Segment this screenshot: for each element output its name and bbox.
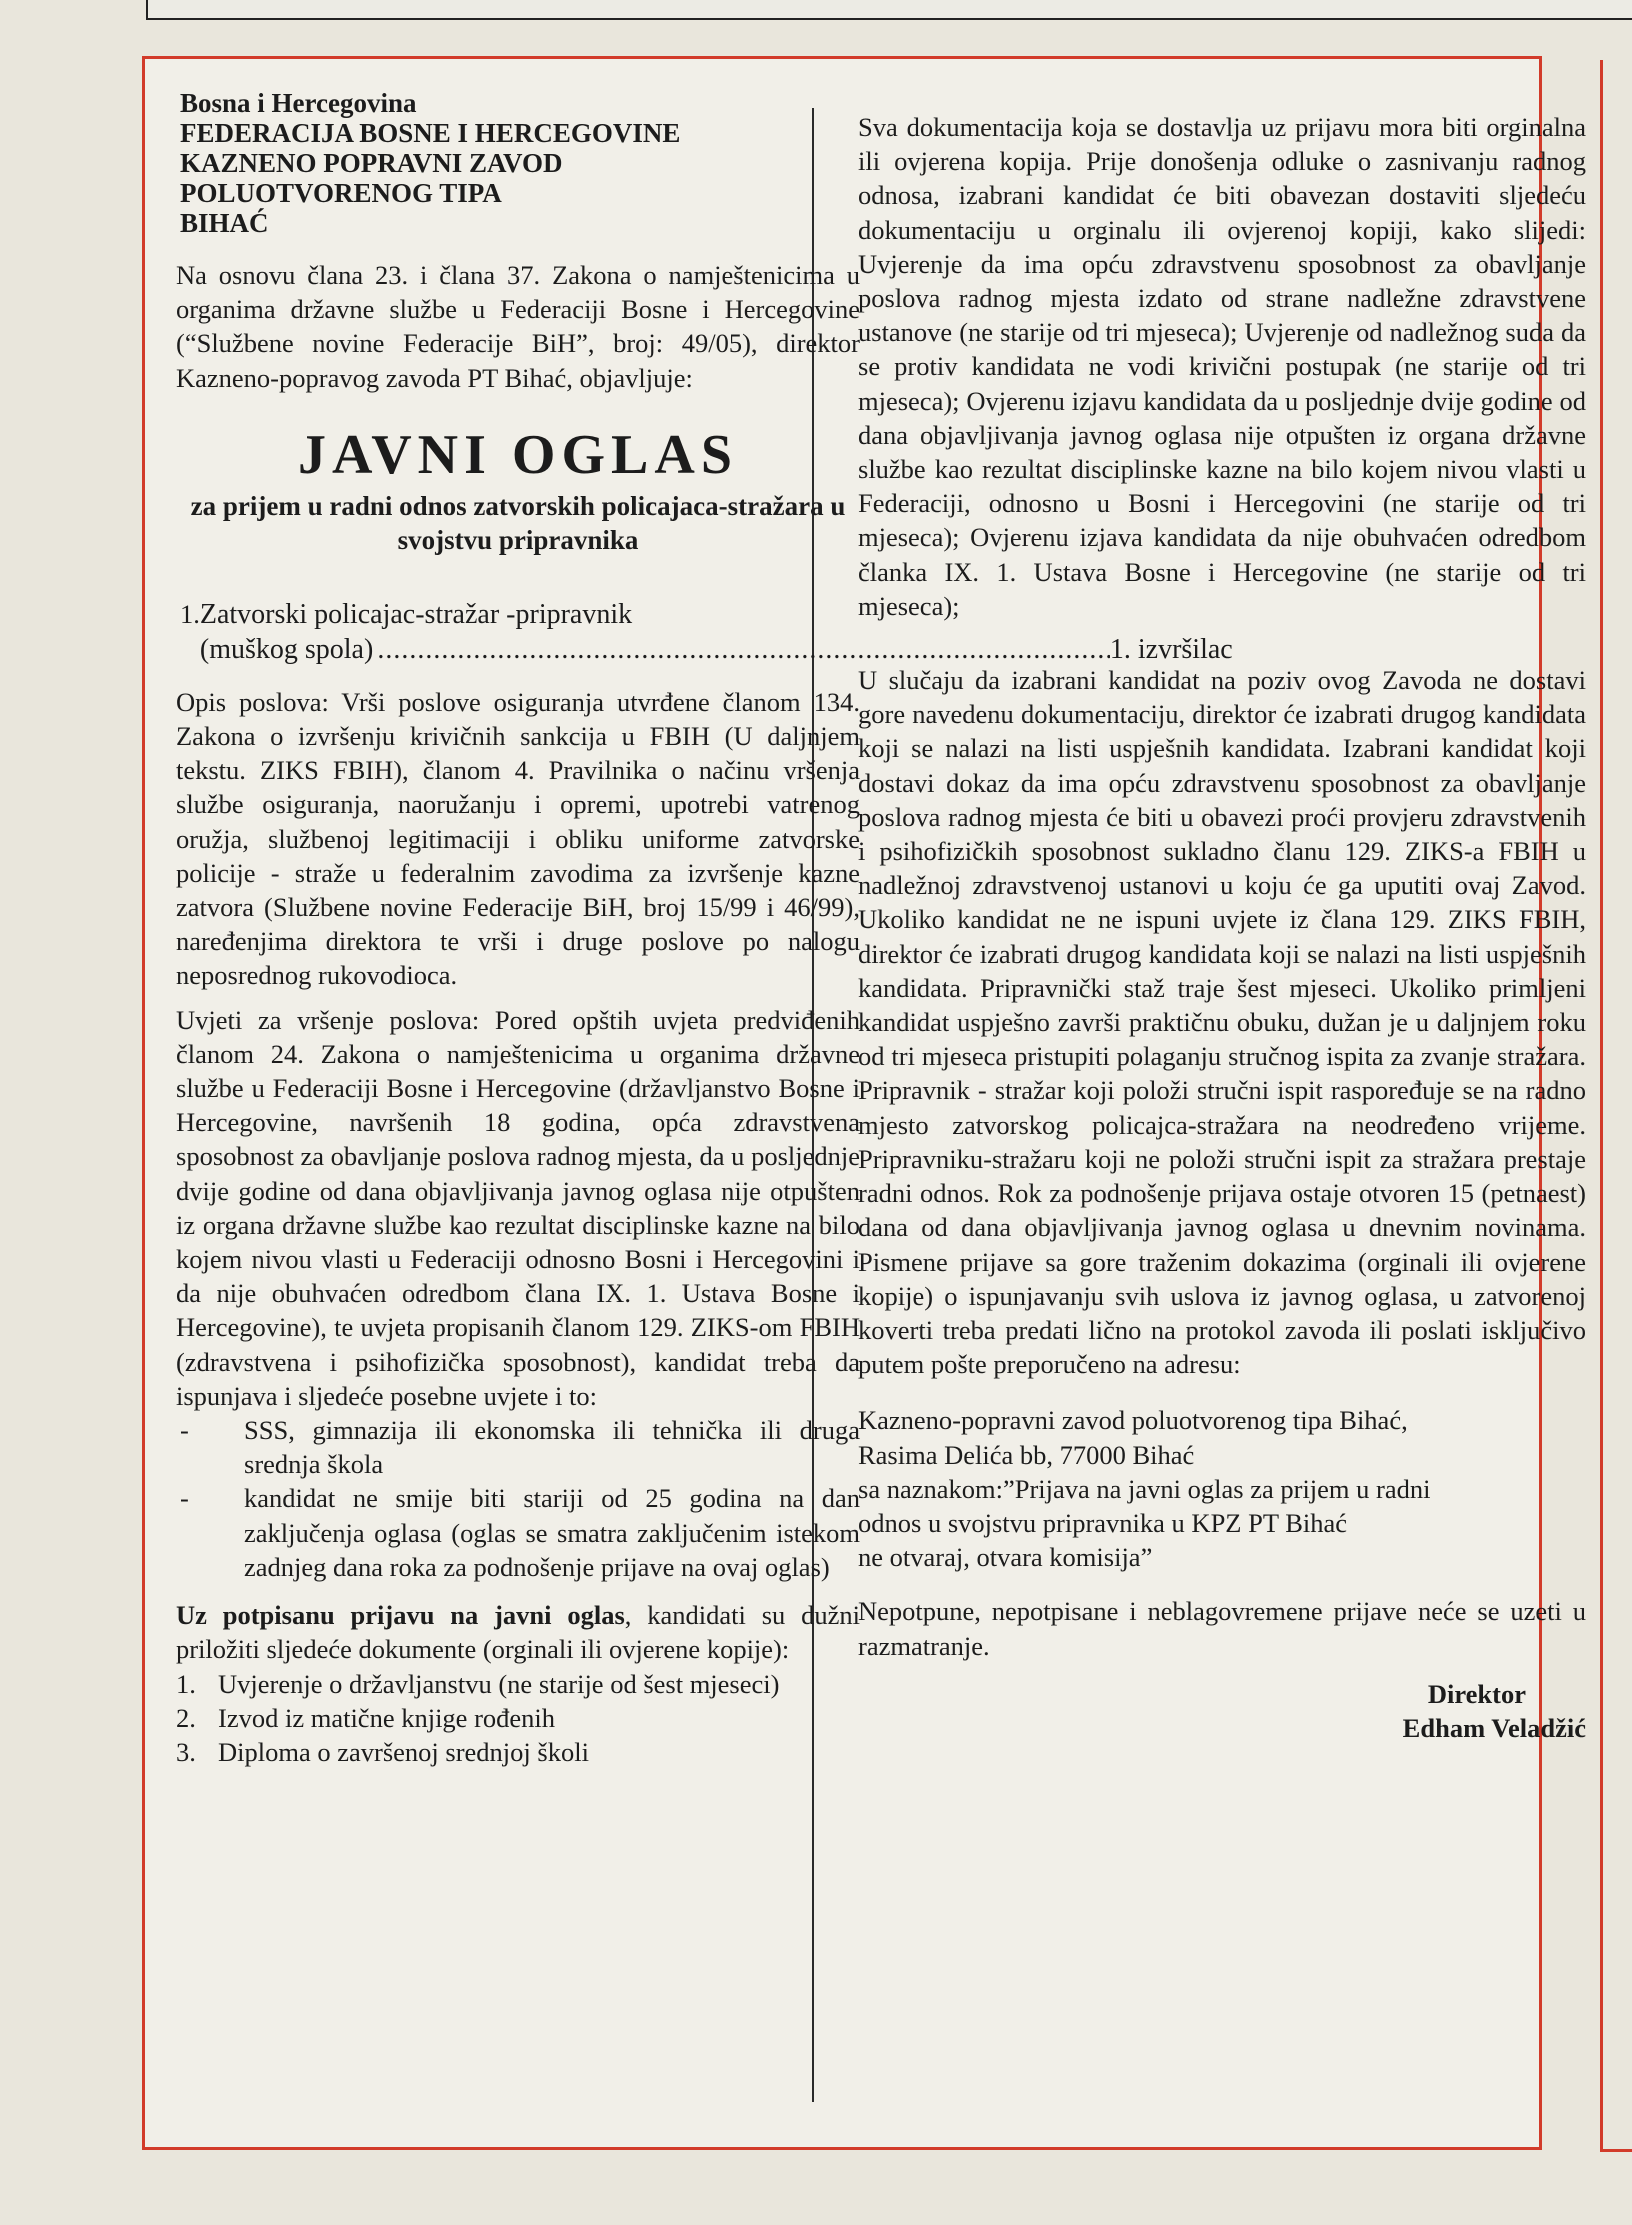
position-number: 1.: [180, 598, 200, 629]
closing-note: Nepotpune, nepotpisane i neblagovremene prijave neće se uzeti u razmatranje.: [858, 1596, 1586, 1661]
position-count: 1. izvršilac: [1109, 633, 1233, 665]
documents-lead: Uz potpisanu prijavu na javni oglas, kandidati su dužni priložiti sljedeće dokumente (orginali ili ovjerene kopije):: [176, 1600, 860, 1665]
ad-title: JAVNI OGLAS: [298, 423, 738, 486]
position-title: Zatvorski policajac-stražar -pripravnik: [199, 598, 633, 630]
intro-paragraph: Na osnovu člana 23. i člana 37. Zakona o namještenicima u organima državne službe u Federaciji Bosne i Hercegovine (“Službene novine Federacije BiH”, broj: 49/05), direktor Kazneno-popravog zavoda PT Bihać, objavljuje:: [176, 260, 860, 393]
adjacent-ad-border: [1600, 60, 1632, 2152]
header-city: BIHAĆ: [180, 208, 269, 238]
procedure-paragraph: U slučaju da izabrani kandidat na poziv ovog Zavoda ne dostavi gore navedenu dokumentaciju, direktor će izabrati drugog kandidata koji se nalazi na listi uspješnih kandidata. Izabrani kandidat koji dostavi dokaz da ima opću zdravstvenu sposobnost za obavljanje poslova radnog mjesta će biti u obavezi proći provjeru zdravstvenih i psihofizičkih sposobnost sukladno članu 129. ZIKS-a FBIH u nadležnoj zdravstvenoj ustanovi u koju će ga uputiti ovaj Zavod. Ukoliko kandidat ne ne ispuni uvjete iz člana 129. ZIKS FBIH, direktor će izabrati drugog kandidata koji se nalazi na listi uspješnih kandidata. Pripravnički staž traje šest mjeseci. Ukoliko primljeni kandidat uspješno završi praktičnu obuku, dužan je u daljnjem roku od tri mjeseca pristupiti polaganju stručnog ispita za zvanje stražara. Pripravnik - stražar koji položi stručni ispit raspoređuje se na radno mjesto zatvorskog policajca-stražara na neodređeno vrijeme. Pripravniku-stražaru koji ne položi stručni ispit za stražara prestaje radni odnos. Rok za podnošenje prijava ostaje otvoren 15 (petnaest) dana od dana objavljivanja javnog oglasa u dnevnim novinama. Pismene prijave sa gore traženim dokazima (orginali ili ovjerene kopije) o ispunjavanju svih uslova iz javnog oglasa, u zatvorenoj koverti treba predati lično na protokol zavoda ili poslati isključivo putem pošte preporučeno na adresu:: [858, 665, 1586, 1380]
list-item: 3. Diploma o završenoj srednjoj školi: [176, 1736, 589, 1767]
documentation-paragraph: Sva dokumentacija koja se dostavlja uz prijavu mora biti orginalna ili ovjerena kopija. Prije donošenja odluke o zasnivanju radnog odnosa, izabrani kandidat će biti obavezan dostaviti sljedeću dokumentaciju u orginalu ili ovjerenoj kopiji, kako slijedi: Uvjerenje da ima opću zdravstvenu sposobnost za obavljanje poslova radnog mjesta izdato od strane nadležne zdravstvene ustanove (ne starije od tri mjeseca); Uvjerenje od nadležnog suda da se protiv kandidata ne vodi krivični postupak (ne starije od tri mjeseca); Ovjerenu izjavu kandidata da u posljednje dvije godine od dana objavljivanja javnog oglasa nije otpušten iz organa državne službe kao rezultat disciplinske kazne na bilo kojem nivou vlasti u Federaciji, odnosno u Bosni i Hercegovini (ne starije od tri mjeseca); Ovjerenu izjava kandidata da nije obuhvaćen odredbom članka IX. 1. Ustava Bosne i Hercegovine (ne starije od tri mjeseca);: [858, 112, 1586, 621]
special-conditions-list: [176, 1413, 860, 1584]
requirements-paragraph: Uvjeti za vršenje poslova: Pored opštih uvjeta predviđenih članom 24. Zakona o namještenicima u organima državne službe u Federaciji Bosne i Hercegovine (državljanstvo Bosne i Hercegovine, navršenih 18 godina, opća zdravstvena sposobnost za obavljanje poslova radnog mjesta, da u posljednje dvije godine od dana objavljivanja javnog oglasa nije otpušten iz organa državne službe kao rezultat disciplinske kazne na bilo kojem nivou vlasti u Federaciji odnosno Bosni i Hercegovini i da nije obuhvaćen odredbom člana IX. 1. Ustava Bosne i Hercegovine), te uvjeta propisanih članom 129. ZIKS-om FBIH (zdravstvena i psihofizička sposobnost), kandidat treba da ispunjava i sljedeće posebne uvjete i to:: [176, 1004, 860, 1411]
job-description: Opis poslova: Vrši poslove osiguranja utvrđene članom 134. Zakona o izvršenju krivičnih sankcija u FBIH (U daljnjem tekstu. ZIKS FBIH), članom 4. Pravilnika o načinu vršenja službe osiguranja, naoružanju i opremi, upotrebi vatrenog oružja, službenoj legitimaciji i obliku uniforme zatvorske policije - straže u federalnim zavodima za izvršenje kazne zatvora (Službene novine Federacije BiH, broj 15/99 i 46/99), naređenjima direktora te vrši i druge poslove po nalogu neposrednog rukovodioca.: [176, 686, 860, 991]
required-documents-list: [176, 1667, 860, 1770]
list-item: - SSS, gimnazija ili ekonomska ili tehnička ili druga srednja škola: [180, 1415, 860, 1480]
ad-subtitle: za prijem u radni odnos zatvorskih policajaca-stražara u svojstvu pripravnika: [190, 490, 846, 555]
position-entry: [176, 597, 1233, 667]
right-column: [858, 110, 1586, 1745]
list-item: - kandidat ne smije biti stariji od 25 godina na dan zaključenja oglasa (oglas se smatra zaključenim istekom zadnjeg dana roka za podnošenje prijave na ovaj oglas): [180, 1483, 860, 1582]
signature-name: Edham Veladžić: [1402, 1712, 1586, 1743]
header-federation: FEDERACIJA BOSNE I HERCEGOVINE: [180, 118, 681, 148]
mailing-address: Kazneno-popravni zavod poluotvorenog tipa Bihać, Rasima Delića bb, 77000 Bihać sa naznakom:”Prijava na javni oglas za prijem u radni odnos u svojstvu pripravnika u KPZ PT Bihać ne otvaraj, otvara komisija”: [858, 1405, 1431, 1573]
signature-block: [858, 1677, 1586, 1745]
header-country: Bosna i Hercegovina: [180, 88, 417, 118]
list-item: 1. Uvjerenje o državljanstvu (ne starije od šest mjeseci): [176, 1668, 780, 1699]
signature-role: Direktor: [1427, 1678, 1526, 1709]
header-institution: KAZNENO POPRAVNI ZAVOD: [180, 148, 563, 178]
position-gender: (muškog spola): [199, 633, 374, 665]
header-type: POLUOTVORENOG TIPA: [180, 178, 502, 208]
previous-ad-frame: [146, 0, 1632, 20]
list-item: 2. Izvod iz matične knjige rođenih: [176, 1702, 556, 1733]
issuer-header: [176, 88, 860, 238]
